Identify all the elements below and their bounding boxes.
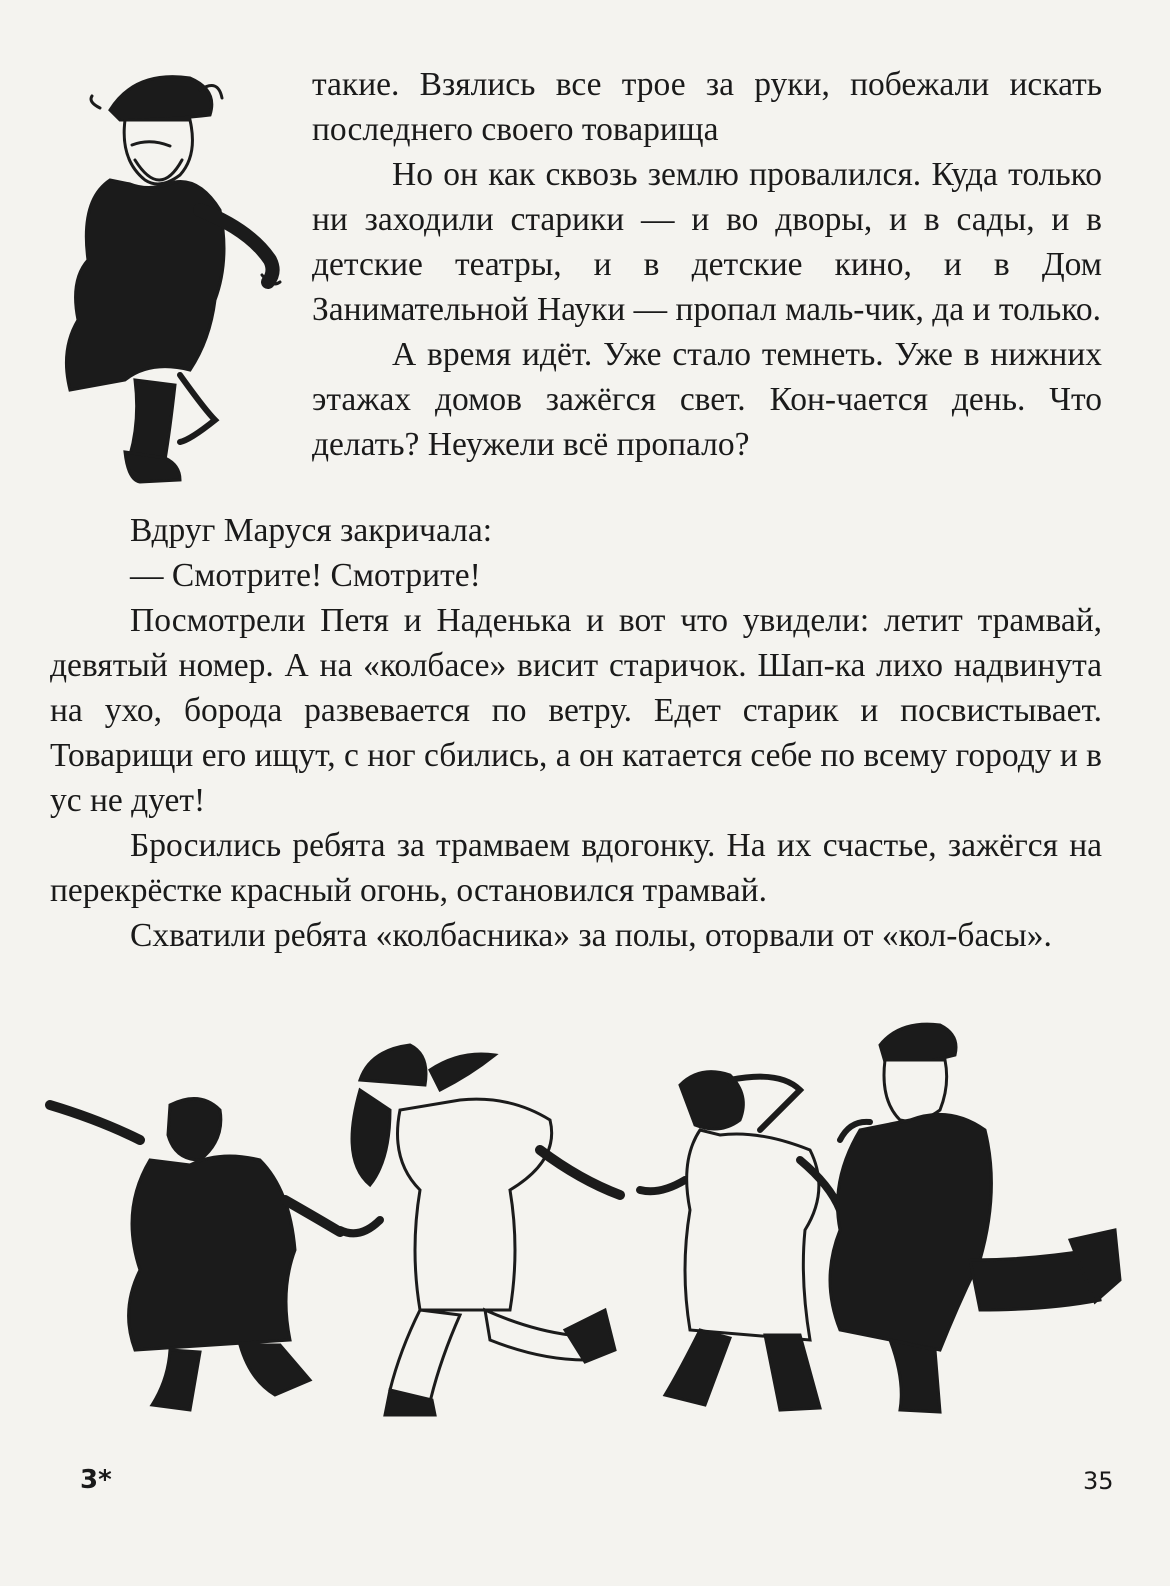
paragraph: Бросились ребята за трамваем вдогонку. На их счастье, зажёгся на перекрёстке красный огонь, остановился трамвай. [50,827,1102,909]
main-text-block [50,508,1102,958]
paragraph: Посмотрели Петя и Наденька и вот что увидели: летит трамвай, девятый номер. А на «колбасе» висит старичок. Шап-ка лихо надвинута на ухо, борода развевается по ветру. Едет старик и посвистывает. Товарищи его ищут, с ног сбились, а он катается себе по всему городу и в ус не дует! [50,602,1102,819]
top-text-block [312,62,1102,467]
page-number: 35 [1083,1467,1114,1495]
running-figures-illustration [40,1010,1140,1455]
signature-mark: 3* [80,1465,112,1495]
paragraph: Схватили ребята «колбасника» за полы, оторвали от «кол-басы». [130,917,1052,954]
paragraph: — Смотрите! Смотрите! [130,557,481,594]
old-man-illustration [40,60,310,500]
paragraph: Вдруг Маруся закричала: [130,512,493,549]
paragraph: Но он как сквозь землю провалился. Куда только ни заходили старики — и во дворы, и в сады, и в детские театры, и в детские кино, и в Дом Занимательной Науки — пропал маль-чик, да и только. [312,156,1102,328]
paragraph-continuation: такие. Взялись все трое за руки, побежали искать последнего своего товарища [312,66,1102,148]
paragraph: А время идёт. Уже стало темнеть. Уже в нижних этажах домов зажёгся свет. Кон-чается день. Что делать? Неужели всё пропало? [312,336,1102,463]
